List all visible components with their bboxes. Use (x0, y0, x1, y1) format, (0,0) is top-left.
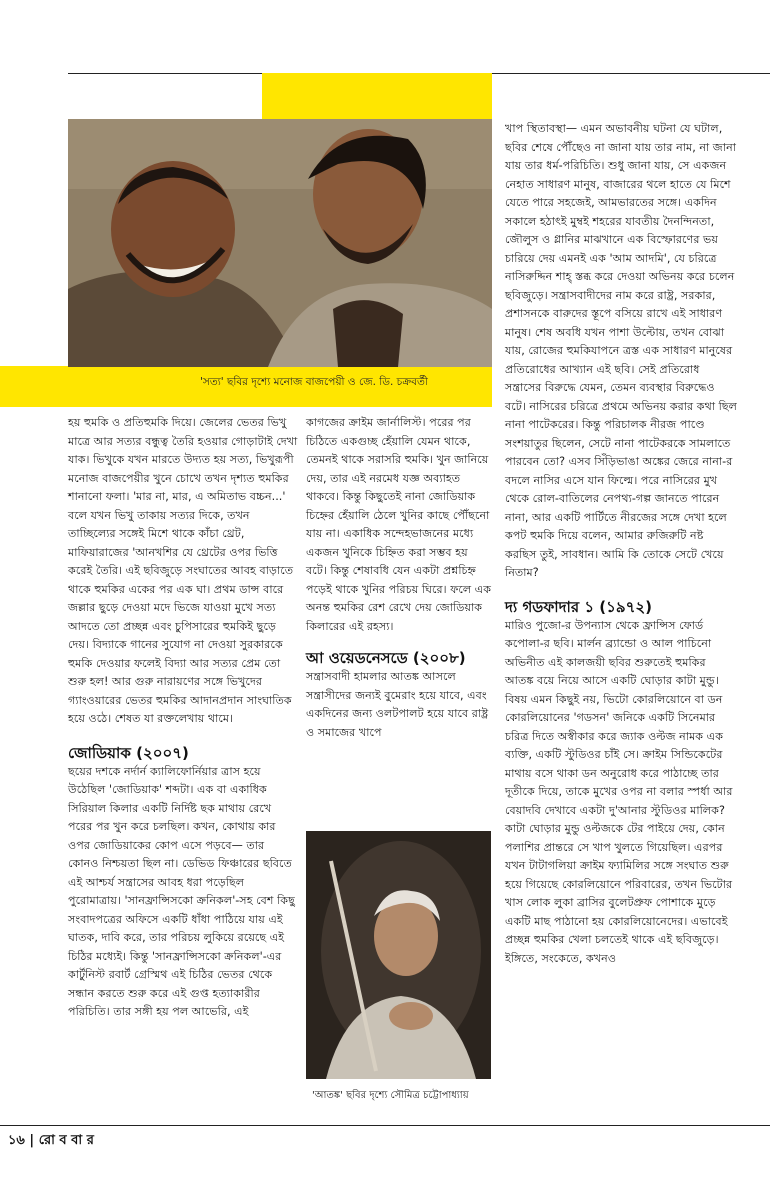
bottom-rule (0, 1125, 770, 1126)
article-column-2 (306, 414, 492, 742)
article-column-1 (68, 414, 298, 1022)
section-heading-godfather: দ্য গডফাদার ১ (১৯৭২) (505, 597, 652, 616)
yellow-accent-block-top (262, 73, 492, 120)
footer-divider: | (24, 1133, 39, 1148)
col3-paragraph-2: মারিও পুজো-র উপন্যাস থেকে ফ্রান্সিস ফোর্ড কপোলা-র ছবি। মার্লন ব্র্যান্ডো ও আল পাচিনো অভিনীত এই কালজয়ী ছবির শুরুতেই হুমকির আতঙ্ক বয়ে নিয়ে আসে একটি ঘোড়ার কাটা মুন্ডু। বিষয় এমন কিছুই নয়, ভিটো কোরলিয়োনে বা ডন কোরলিয়োনের 'গডসন' জনিকে একটি সিনেমার চরিত্র দিতে অস্বীকার করে জ্যাক ওল্টজ নামক এক ব্যক্তি, একটি স্টুডিওর চাঁই সে। ক্রাইম সিন্ডিকেটের মাথায় বসে থাকা ডন অনুরোধ করে পাঠাচ্ছে তার দূতীকে দিয়ে, তাকে মুখের ওপর না বলার স্পর্ধা আর বেয়াদবি দেখাবে একটা দু'আনার স্টুডিওর মালিক? কাটা ঘোড়ার মুন্ডু ওল্টজকে টের পাইয়ে দেয়, কোন পলাশির প্রান্তরে সে খাপ খুলতে গিয়েছিল। এরপর যখন টাটাগলিয়া ক্রাইম ফ্যামিলির সঙ্গে সংঘাত শুরু হয়ে গিয়েছে কোরলিয়োনে পরিবারের, তখন ভিটোর খাস লোক লুকা ব্রাসির বুলেটপ্রুফ পোশাকে মুড়ে একটি মাছ পাঠানো হয় কোরলিয়োনেদের। এভাবেই প্রচ্ছন্ন হুমকির খেলা চলতেই থাকে এই ছবিজুড়ে। ইঙ্গিতে, সংকেতে, কখনও (505, 618, 733, 965)
magazine-name: রো ব বা র (38, 1133, 94, 1148)
section-heading-a-wednesday: আ ওয়েডনেসডে (২০০৮) (306, 649, 466, 667)
col1-paragraph-2: ছয়ের দশকে নর্দার্ন ক্যালিফোর্নিয়ার ত্রাস হয়ে উঠেছিল 'জোডিয়াক' শব্দটা। এক বা একাধিক সিরিয়াল কিলার একটি নির্দিষ্ট ছক মাথায় রেখে পরের পর খুন করে চলছিল। কখন, কোথায় কার ওপর জোডিয়াকের কোপ এসে পড়বে— তার কোনও নিশ্চয়তা ছিল না। ডেভিড ফিঞ্চারের ছবিতে এই আশ্চর্য সন্ত্রাসের আবহ ধরা পড়েছিল পুরোমাত্রায়। 'সানফ্রান্সিসকো ক্রনিকল'-সহ বেশ কিছু সংবাদপত্রের অফিসে একটি ধাঁধা পাঠিয়ে যায় এই ঘাতক, দাবি করে, তার পরিচয় লুকিয়ে রয়েছে এই চিঠির মধ্যেই। কিন্তু 'সানফ্রান্সিসকো ক্রনিকল'-এর কার্টুনিস্ট রবার্ট গ্রেস্মিথ এই চিঠির ভেতর থেকে সন্ধান করতে শুরু করে এই গুপ্ত হত্যাকারীর পরিচিতি। তার সঙ্গী হয় পল আভেরি, এই (68, 764, 295, 1018)
photo1-caption: 'সত্য' ছবির দৃশ্যে মনোজ বাজপেয়ী ও জে. ডি. চক্রবর্তী (200, 376, 428, 388)
section-heading-zodiac: জোডিয়াক (২০০৭) (68, 743, 189, 762)
aatanka-still-photo (306, 831, 491, 1079)
article-column-3 (505, 120, 737, 968)
satya-still-illustration (68, 119, 492, 367)
photo2-caption: 'আতঙ্ক' ছবির দৃশ্যে সৌমিত্র চট্টোপাধ্যায় (312, 1090, 469, 1101)
aatanka-still-illustration (306, 831, 491, 1079)
col3-paragraph-1: খাপ স্থিতাবস্থা— এমন অভাবনীয় ঘটনা যে ঘটাল, ছবির শেষে পৌঁছেও না জানা যায় তার নাম, না জানা যায় তার ধর্ম-পরিচিতি। শুধু জানা যায়, সে একজন নেহাত সাধারণ মানুষ, বাজারের থলে হাতে যে মিশে যেতে পারে সহজেই, আমভারতের সঙ্গে। একদিন সকালে হঠাৎই মুম্বই শহরের যাবতীয় দৈনন্দিনতা, জৌলুস ও গ্লানির মাঝখানে এক বিস্ফোরণের ভয় চারিয়ে দেয় এমনই এক 'আম আদমি', যে চরিত্রে নাসিরুদ্দিন শাহ্ স্তব্ধ করে দেওয়া অভিনয় করে চলেন ছবিজুড়ে। সন্ত্রাসবাদীদের নাম করে রাষ্ট্র, সরকার, প্রশাসনকে বারুদের স্তূপে বসিয়ে রাখে এই সাধারণ মানুষ। শেষ অবধি যখন পাশা উল্টোয়, তখন বোঝা যায়, রোজের হুমকিযাপনে ত্রস্ত এক সাধারণ মানুষের প্রতিরোধের আখ্যান এই ছবি। সেই প্রতিরোধ সন্ত্রাসের বিরুদ্ধে যেমন, তেমন ব্যবস্থার বিরুদ্ধেও বটে। নাসিরের চরিত্রে প্রথমে অভিনয় করার কথা ছিল নানা পাটেকরের। কিন্তু পরিচালক নীরজ পাণ্ডে সংশয়াতুর ছিলেন, সেটে নানা পাটেকরকে সামলাতে পারবেন তো? এসব সিঁড়িভাঙা অঙ্কের জেরে নানা-র বদলে নাসির এসে যান ফিল্মে। পরে নাসিরের মুখ থেকে রোল-বাতিলের নেপথ্য-গল্প জানতে পারেন নানা, আর একটি পার্টিতে নীরজের সঙ্গে দেখা হলে কপট হুমকি দিয়ে বলেন, আমার রুজিরুটি নষ্ট করছিস তুই, সাবধান। আমি কি তোকে সেটে খেয়ে নিতাম? (505, 122, 737, 579)
col2-paragraph-1: কাগজের ক্রাইম জার্নালিস্ট। পরের পর চিঠিতে একগুচ্ছ হেঁয়ালি যেমন থাকে, তেমনই থাকে সরাসরি হুমকি। খুন জানিয়ে দেয়, তার এই নরমেধ যজ্ঞ অব্যাহত থাকবে। কিন্তু কিছুতেই নানা জোডিয়াক চিহ্নের হেঁয়ালি ঠেলে খুনির কাছে পৌঁছনো যায় না। একাধিক সন্দেহভাজনের মধ্যে একজন খুনিকে চিহ্নিত করা সম্ভব হয় বটে। কিন্তু শেষাবধি যেন একটা প্রশ্নচিহ্ন পড়েই থাকে খুনির পরিচয় ঘিরে। ফলে এক অনন্ত হুমকির রেশ রেখে দেয় জোডিয়াক কিলারের এই রহস্য। (306, 416, 492, 633)
page-footer (8, 1131, 94, 1152)
col1-paragraph-1: হয় হুমকি ও প্রতিহুমকি দিয়ে। জেলের ভেতর ভিখু মাত্রে আর সত্যর বন্ধুত্ব তৈরি হওয়ার গোড়াটাই দেখা যাক। ভিখুকে যখন মারতে উদ্যত হয় সত্য, ভিখুরূপী মনোজ বাজপেয়ীর খুনে চোখে তখন দৃশ্যত হুমকির শানানো ফলা। 'মার না, মার, এ অমিতাভ বচ্চন...' বলে যখন ভিখু তাকায় সত্যর দিকে, তখন তাচ্ছিল্যের সঙ্গেই মিশে থাকে কাঁচা থ্রেট, মাফিয়ারাজের 'আনখশির যে থ্রেটের ওপর ভিত্তি করেই তৈরি। এই ছবিজুড়ে সংঘাতের আবহ বাড়াতে থাকে হুমকির একের পর এক ঘা। প্রথম ডান্স বারে জল্লার ছুড়ে দেওয়া মদে ভিজে যাওয়া মুখে সত্য আদতে তো প্রচ্ছন্ন এবং চুপিসারের হুমকিই ছুড়ে দেয়। বিদ্যাকে গানের সুযোগ না দেওয়া সুরকারকে হুমকি দেওয়ার ফলেই বিদ্যা আর সত্যর প্রেম তো শুরু হল! আর গুরু নারায়ণের সঙ্গে ভিখুদের গ্যাংওয়ারের ভেতর হুমকির আদানপ্রদান সাংঘাতিক হয়ে ওঠে। শেষত যা রক্তলেখায় থামে। (68, 416, 298, 725)
col2-paragraph-2: সন্ত্রাসবাদী হামলার আতঙ্ক আসলে সন্ত্রাসীদের জন্যই বুমেরাং হয়ে যাবে, এবং একদিনের জন্য ওলটপালট হয়ে যাবে রাষ্ট্র ও সমাজের খাপে (306, 670, 489, 739)
satya-still-photo (68, 119, 492, 367)
page-number: ১৬ (8, 1133, 25, 1148)
